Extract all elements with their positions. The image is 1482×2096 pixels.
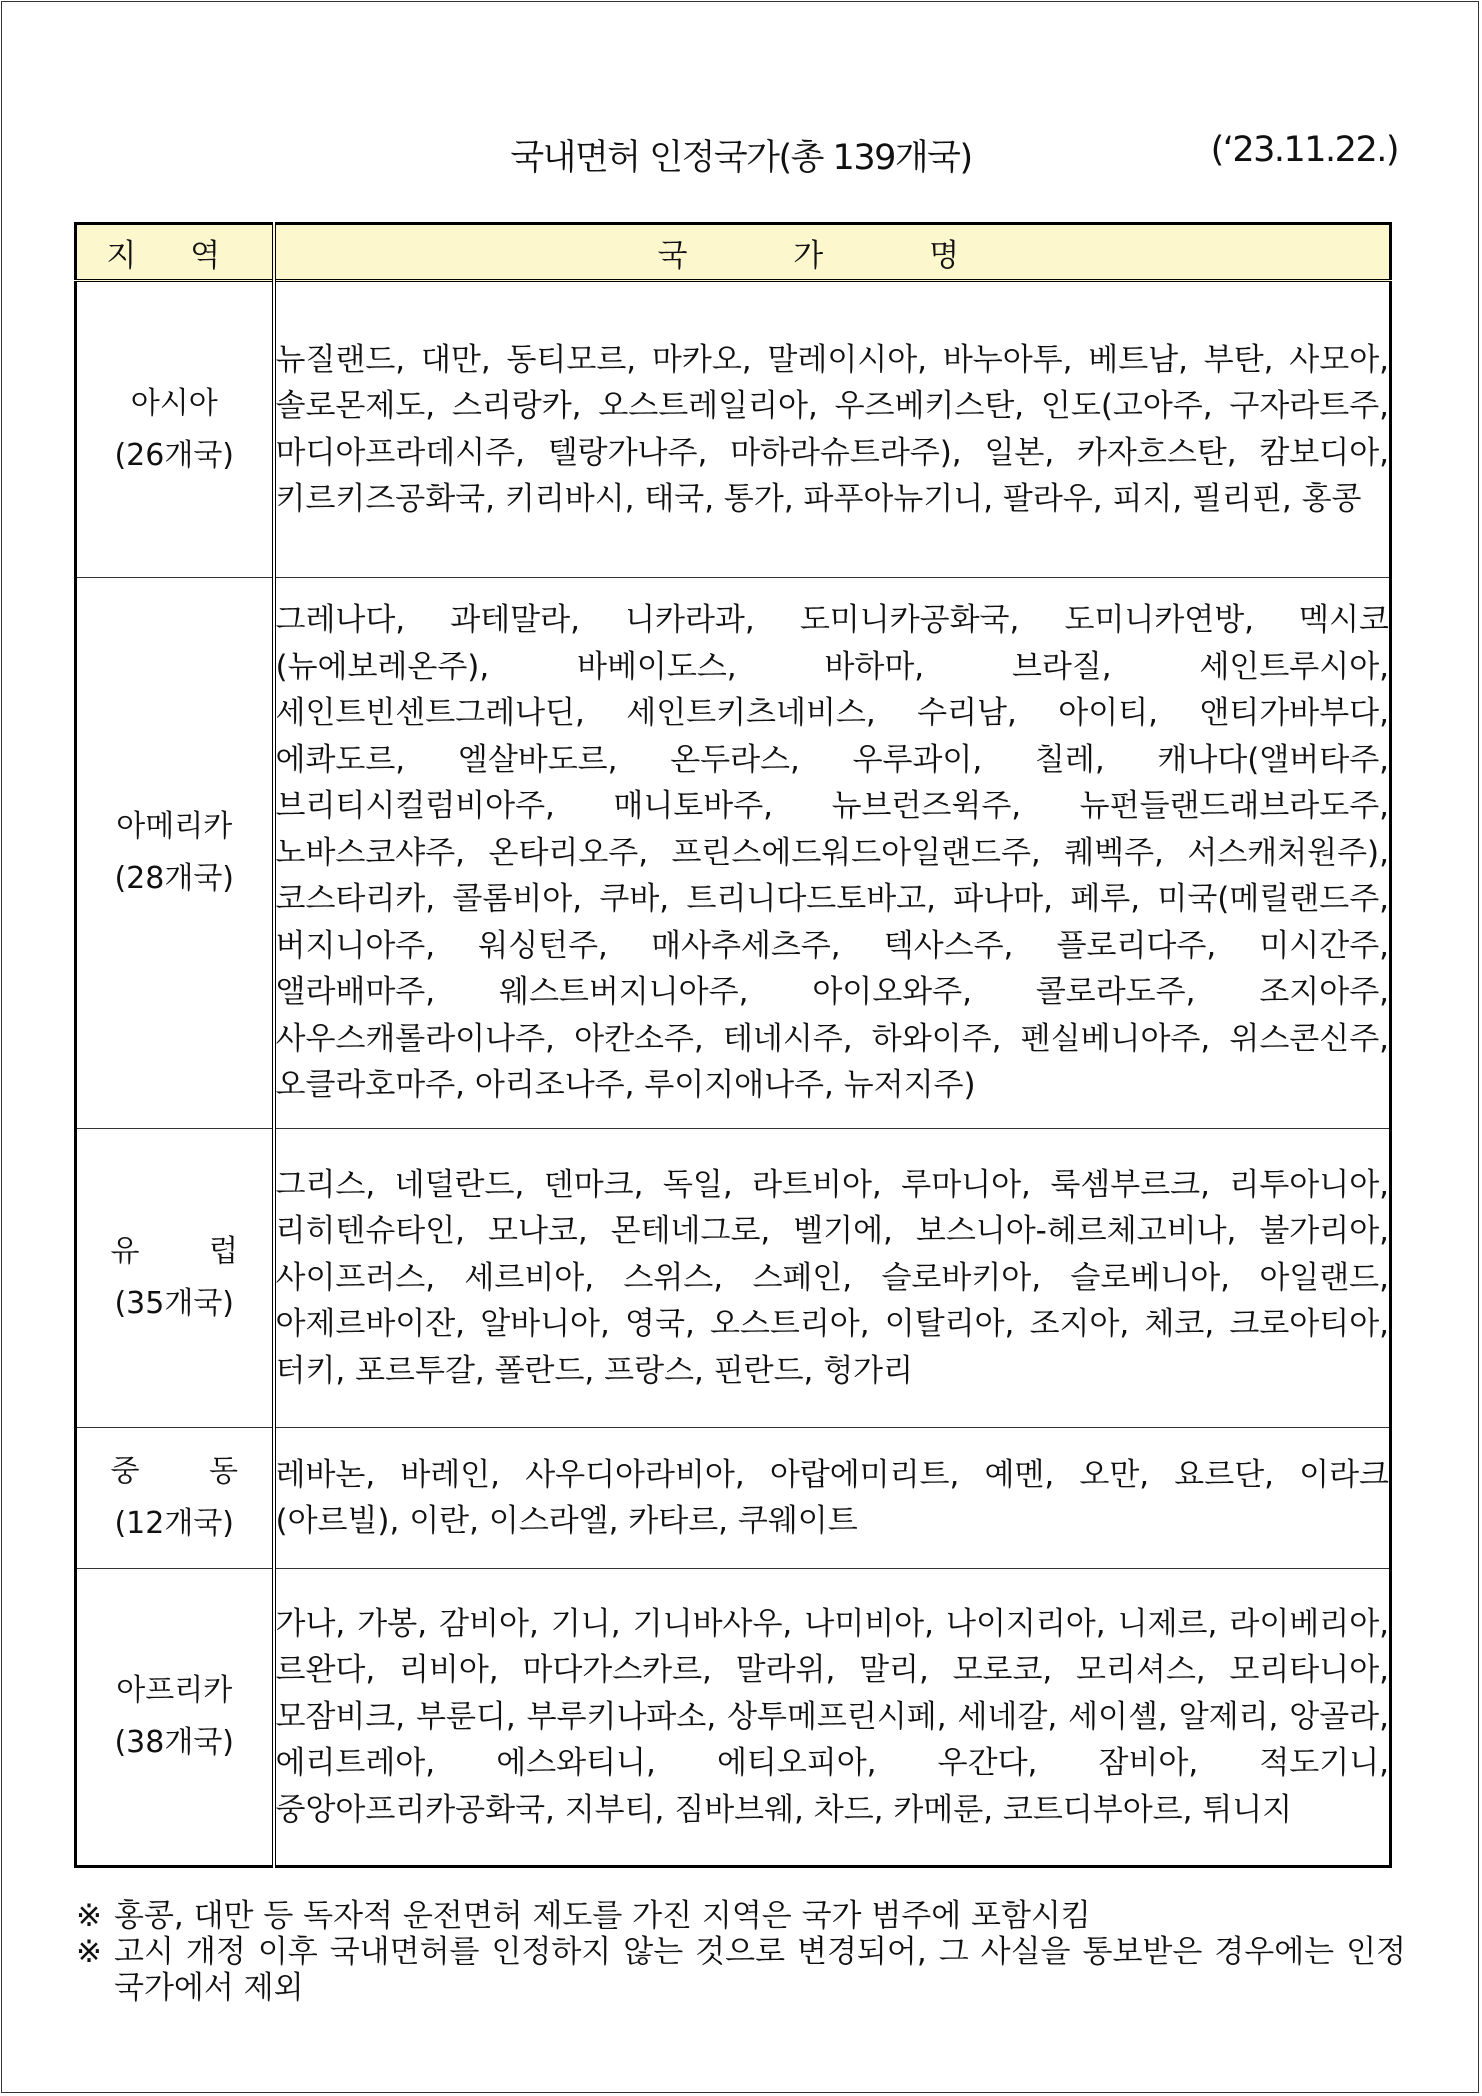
table-row-europe xyxy=(76,1129,1391,1428)
footnote xyxy=(76,1934,1406,2006)
countries-cell-europe: 그리스, 네덜란드, 덴마크, 독일, 라트비아, 루마니아, 룩셈부르크, 리투아니아, 리히텐슈타인, 모나코, 몬테네그로, 벨기에, 보스니아-헤르체고비나, 불가리아, 사이프러스, 세르비아, 스위스, 스페인, 슬로바키아, 슬로베니아, 아일랜드, 아제르바이잔, 알바니아, 영국, 오스트리아, 이탈리아, 조지아, 체코, 크로아티아, 터키, 포르투갈, 폴란드, 프랑스, 핀란드, 헝가리 xyxy=(274,1129,1391,1428)
countries-cell-asia: 뉴질랜드, 대만, 동티모르, 마카오, 말레이시아, 바누아투, 베트남, 부탄, 사모아, 솔로몬제도, 스리랑카, 오스트레일리아, 우즈베키스탄, 인도(고아주, 구자라트주, 마디아프라데시주, 텔랑가나주, 마하라슈트라주), 일본, 카자흐스탄, 캄보디아, 키르키즈공화국, 키리바시, 태국, 통가, 파푸아뉴기니, 팔라우, 피지, 필리핀, 홍콩 xyxy=(274,281,1391,578)
countries-table xyxy=(74,222,1392,1868)
header-region: 지 역 xyxy=(76,224,274,281)
region-cell-america xyxy=(76,578,274,1129)
region-name: 중 동 xyxy=(110,1454,268,1489)
countries-cell-middle-east: 레바논, 바레인, 사우디아라비아, 아랍에미리트, 예멘, 오만, 요르단, 이라크(아르빌), 이란, 이스라엘, 카타르, 쿠웨이트 xyxy=(274,1428,1391,1569)
region-count: (38개국) xyxy=(114,1725,235,1760)
region-count: (12개국) xyxy=(114,1506,235,1541)
region-cell-europe xyxy=(76,1129,274,1428)
region-count: (35개국) xyxy=(114,1286,235,1321)
reference-mark: ※ xyxy=(76,1934,102,1970)
table-row-asia xyxy=(76,281,1391,578)
footnote-text: 고시 개정 이후 국내면허를 인정하지 않는 것으로 변경되어, 그 사실을 통보받은 경우에는 인정국가에서 제외 xyxy=(114,1934,1406,2006)
region-name: 아메리카 xyxy=(116,809,233,844)
footnote xyxy=(76,1898,1406,1934)
region-cell-africa xyxy=(76,1569,274,1867)
countries-cell-america: 그레나다, 과테말라, 니카라과, 도미니카공화국, 도미니카연방, 멕시코(뉴에보레온주), 바베이도스, 바하마, 브라질, 세인트루시아, 세인트빈센트그레나딘, 세인트키츠네비스, 수리남, 아이티, 앤티가바부다, 에콰도르, 엘살바도르, 온두라스, 우루과이, 칠레, 캐나다(앨버타주, 브리티시컬럼비아주, 매니토바주, 뉴브런즈윅주, 뉴펀들랜드래브라도주, 노바스코샤주, 온타리오주, 프린스에드워드아일랜드주, 퀘벡주, 서스캐처원주), 코스타리카, 콜롬비아, 쿠바, 트리니다드토바고, 파나마, 페루, 미국(메릴랜드주, 버지니아주, 워싱턴주, 매사추세츠주, 텍사스주, 플로리다주, 미시간주, 앨라배마주, 웨스트버지니아주, 아이오와주, 콜로라도주, 조지아주, 사우스캐롤라이나주, 아칸소주, 테네시주, 하와이주, 펜실베니아주, 위스콘신주, 오클라호마주, 아리조나주, 루이지애나주, 뉴저지주) xyxy=(274,578,1391,1129)
table-row-africa xyxy=(76,1569,1391,1867)
reference-mark: ※ xyxy=(76,1898,102,1934)
footnotes xyxy=(76,1898,1406,2006)
region-count: (26개국) xyxy=(114,437,235,473)
document-date: (‘23.11.22.) xyxy=(1210,130,1398,170)
table-row-america xyxy=(76,578,1391,1129)
table-header-row xyxy=(76,224,1391,281)
region-name: 유 럽 xyxy=(110,1234,268,1269)
region-name: 아프리카 xyxy=(116,1673,233,1708)
region-count: (28개국) xyxy=(114,861,235,896)
region-name: 아시아 xyxy=(130,385,218,421)
region-cell-middle-east xyxy=(76,1428,274,1569)
table-row-middle-east xyxy=(76,1428,1391,1569)
header-countries: 국 가 명 xyxy=(274,224,1391,281)
document-title: 국내면허 인정국가(총 139개국) xyxy=(510,138,972,178)
region-cell-asia xyxy=(76,281,274,578)
footnote-text: 홍콩, 대만 등 독자적 운전면허 제도를 가진 지역은 국가 범주에 포함시킴 xyxy=(114,1898,1091,1934)
countries-cell-africa: 가나, 가봉, 감비아, 기니, 기니바사우, 나미비아, 나이지리아, 니제르, 라이베리아, 르완다, 리비아, 마다가스카르, 말라위, 말리, 모로코, 모리셔스, 모리타니아, 모잠비크, 부룬디, 부루키나파소, 상투메프린시페, 세네갈, 세이셸, 알제리, 앙골라, 에리트레아, 에스와티니, 에티오피아, 우간다, 잠비아, 적도기니, 중앙아프리카공화국, 지부티, 짐바브웨, 차드, 카메룬, 코트디부아르, 튀니지 xyxy=(274,1569,1391,1867)
